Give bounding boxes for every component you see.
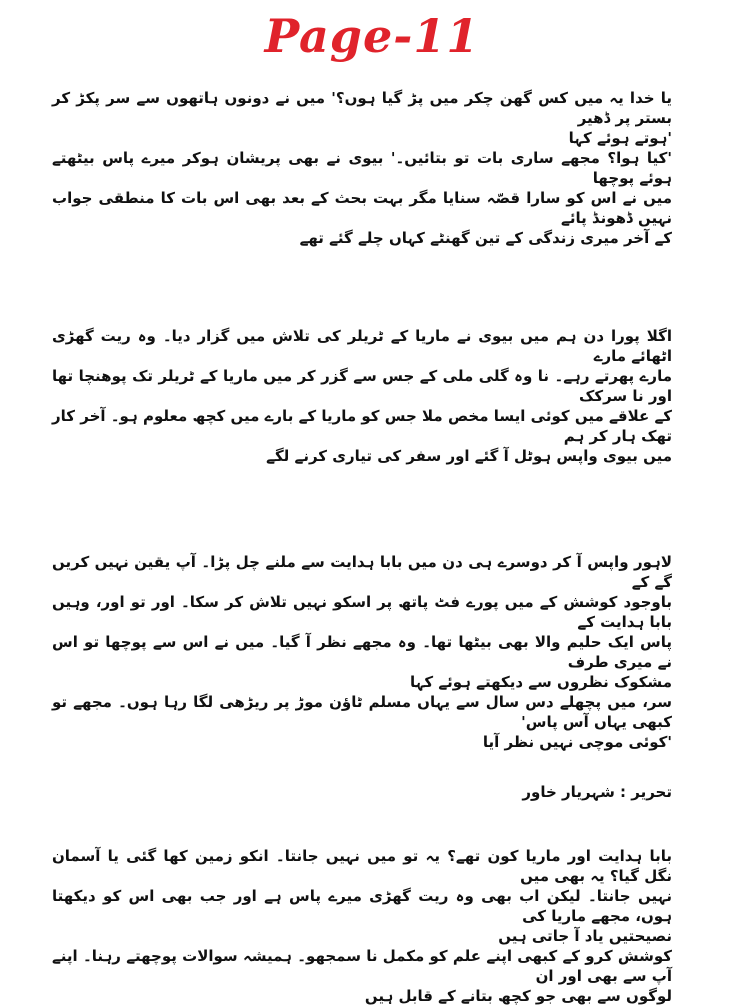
paragraph-line: لوگوں سے بھی جو کچھ بتانے کے قابل ہیں (364, 987, 672, 1005)
paragraph-line: کے علاقے میں کوئی ایسا مخص ملا جس کو ماریا کے بارے میں کچھ معلوم ہو۔ آخر کار تھک ہار کر ہم (52, 407, 672, 445)
paragraph-line: نہیں جانتا۔ لیکن اب بھی وہ ریت گھڑی میرے پاس ہے اور جب بھی اس کو دیکھتا ہوں، مجھے ماریا کی (52, 887, 672, 925)
paragraph-line: لاہور واپس آ کر دوسرے ہی دن میں بابا ہدایت سے ملنے چل پڑا۔ آپ یقین نہیں کریں گے کے (52, 553, 672, 591)
paragraph-line: اگلا پورا دن ہم میں بیوی نے ماریا کے ٹریلر کی تلاش میں گزار دیا۔ وہ ریت گھڑی اٹھائے مارے (52, 327, 672, 365)
paragraph-1 (52, 88, 672, 248)
paragraph-2 (52, 326, 672, 466)
paragraph-4 (52, 846, 672, 1006)
paragraph-line: مارے پھرتے رہے۔ نا وہ گلی ملی کے جس سے گزر کر میں ماریا کے ٹریلر تک پوھنچا تھا اور نا سرکک (52, 367, 672, 405)
page-title: Page-11 (264, 9, 480, 63)
paragraph-line: میں بیوی واپس ہوٹل آ گئے اور سفر کی تیاری کرنے لگے (266, 447, 672, 465)
paragraph-line: میں نے اس کو سارا قصّہ سنایا مگر بہت بحث کے بعد بھی اس بات کا منطقی جواب نہیں ڈھونڈ پائے (52, 189, 672, 227)
paragraph-3 (52, 552, 672, 752)
paragraph-gap (52, 466, 672, 552)
paragraph-line: کوشش کرو کے کبھی اپنے علم کو مکمل نا سمجھو۔ ہمیشہ سوالات پوچھتے رہنا۔ اپنے آپ سے بھی اور ان (52, 947, 672, 985)
paragraph-line: بابا ہدایت اور ماریا کون تھے؟ یہ تو میں نہیں جانتا۔ انکو زمین کھا گئی یا آسمان نگل گیا؟ یہ بھی میں (52, 847, 672, 885)
paragraph-gap (52, 248, 672, 326)
paragraph-line: 'ہوتے ہوئے کہا (568, 129, 672, 147)
paragraph-line: سر، میں پچھلے دس سال سے یہاں مسلم ٹاؤن موڑ پر ریڑھی لگا رہا ہوں۔ مجھے تو کبھی یہاں آس پاس' (52, 693, 672, 731)
paragraph-line: پاس ایک حلیم والا بھی بیٹھا تھا۔ وہ مجھے نظر آ گیا۔ میں نے اس سے پوچھا تو اس نے میری طرف (52, 633, 672, 671)
paragraph-line: مشکوک نظروں سے دیکھتے ہوئے کہا (409, 673, 672, 691)
paragraph-line: یا خدا یہ میں کس گھن چکر میں پڑ گیا ہوں؟' میں نے دونوں ہاتھوں سے سر پکڑ کر بستر پر ڈھیر (52, 89, 672, 127)
paragraph-line: 'کیا ہوا؟ مجھے ساری بات تو بتائیں۔' بیوی نے بھی پریشان ہوکر میرے پاس بیٹھتے ہوئے پوچھا (52, 149, 672, 187)
author-credit: تحریر : شہریار خاور (522, 783, 672, 801)
story-text (52, 88, 672, 1006)
paragraph-line: باوجود کوشش کے میں پورے فٹ پاتھ پر اسکو نہیں تلاش کر سکا۔ اور تو اور، وہیں بابا ہدایت کے (52, 593, 672, 631)
paragraph-line: کے آخر میری زندگی کے تین گھنٹے کہاں چلے گئے تھے (299, 229, 672, 247)
paragraph-line: 'کوئی موچی نہیں نظر آیا (482, 733, 672, 751)
paragraph-line: نصیحتیں یاد آ جاتی ہیں (498, 927, 672, 945)
